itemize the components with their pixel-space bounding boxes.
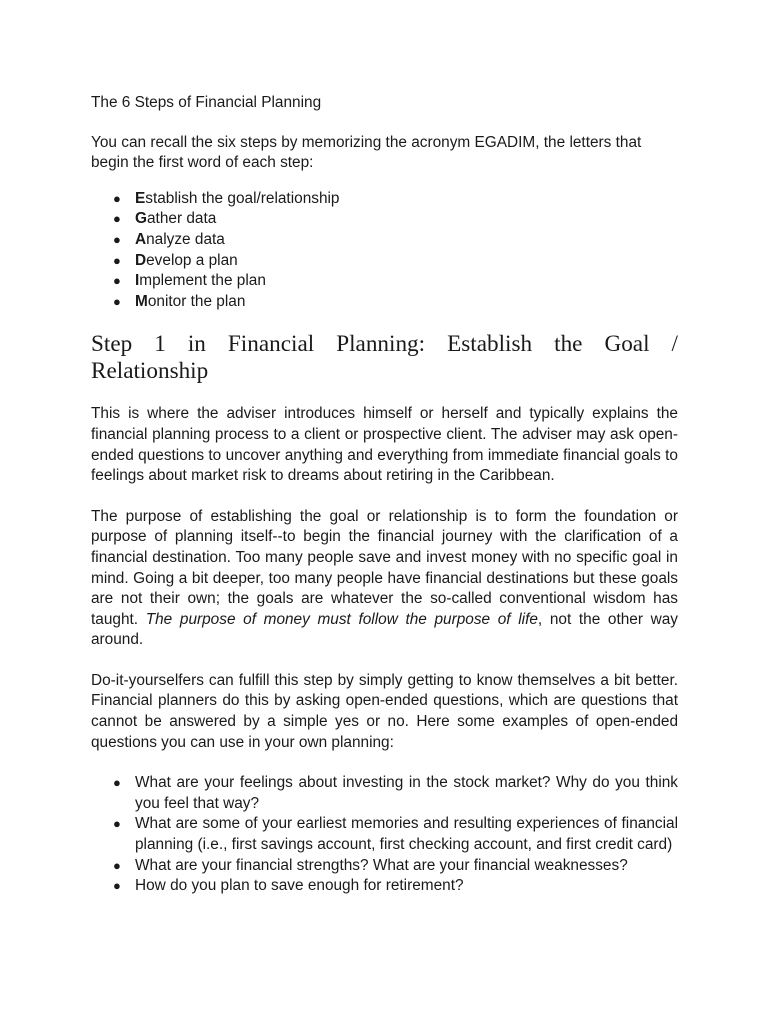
paragraph-purpose-quote: The purpose of money must follow the purpose of life bbox=[145, 610, 538, 628]
list-item bbox=[91, 251, 678, 272]
step-text: onitor the plan bbox=[147, 292, 246, 310]
list-item bbox=[91, 209, 678, 230]
bullet-icon: ● bbox=[113, 857, 121, 873]
bullet-icon: ● bbox=[113, 775, 121, 791]
list-item bbox=[91, 876, 678, 897]
intro-paragraph: You can recall the six steps by memorizing the acronym EGADIM, the letters that begin the first word of each step: bbox=[91, 133, 642, 172]
paragraph-diy: Do-it-yourselfers can fulfill this step by simply getting to know themselves a bit better. Financial planners do this by asking open-ended questions, which are questions that cannot be answered by a simple yes or no. Here some examples of open-ended questions you can use in your own planning: bbox=[91, 671, 678, 751]
bullet-icon: ● bbox=[113, 293, 121, 309]
step-text: nalyze data bbox=[146, 230, 225, 248]
bullet-icon: ● bbox=[113, 252, 121, 268]
list-item bbox=[91, 814, 678, 855]
step-text: mplement the plan bbox=[139, 272, 266, 290]
list-item bbox=[91, 230, 678, 251]
question-list bbox=[91, 773, 678, 897]
acronym-letter: A bbox=[135, 230, 147, 248]
step-text: evelop a plan bbox=[146, 251, 238, 269]
paragraph-purpose-main: The purpose of establishing the goal or relationship is to form the foundation or purpose of planning itself--to begin the financial journey with the clarification of a financial destination. Too many people save and invest money with no specific goal in mind. Going a bit deeper, too many people have financial destinations but these goals are not their own; the goals are whatever the so-called conventional wisdom has taught. bbox=[91, 507, 678, 628]
bullet-icon: ● bbox=[113, 273, 121, 289]
step-text: ather data bbox=[146, 210, 217, 228]
paragraph-purpose bbox=[91, 507, 678, 651]
acronym-letter: I bbox=[135, 272, 140, 290]
list-item bbox=[91, 292, 678, 313]
acronym-letter: E bbox=[135, 189, 146, 207]
question-text: What are your feelings about investing in the stock market? Why do you think you feel that way? bbox=[135, 774, 678, 812]
bullet-icon: ● bbox=[113, 211, 121, 227]
list-item bbox=[91, 773, 678, 814]
bullet-icon: ● bbox=[113, 231, 121, 247]
acronym-list bbox=[91, 189, 678, 313]
question-text: How do you plan to save enough for retirement? bbox=[135, 877, 464, 895]
step-text: stablish the goal/relationship bbox=[145, 189, 340, 207]
acronym-letter: M bbox=[135, 292, 148, 310]
list-item bbox=[91, 271, 678, 292]
document-title: The 6 Steps of Financial Planning bbox=[91, 94, 322, 111]
bullet-icon: ● bbox=[113, 816, 121, 832]
document-page bbox=[91, 93, 678, 897]
acronym-letter: G bbox=[135, 210, 147, 228]
list-item bbox=[91, 856, 678, 877]
bullet-icon: ● bbox=[113, 878, 121, 894]
question-text: What are your financial strengths? What are your financial weaknesses? bbox=[135, 856, 628, 874]
paragraph-adviser-intro: This is where the adviser introduces himself or herself and typically explains the financial planning process to a client or prospective client. The adviser may ask open-ended questions to uncover anything and everything from immediate financial goals to feelings about market risk to dreams about retiring in the Caribbean. bbox=[91, 405, 678, 485]
bullet-icon: ● bbox=[113, 190, 121, 206]
section-heading: Step 1 in Financial Planning: Establish the Goal / Relationship bbox=[91, 331, 678, 385]
acronym-letter: D bbox=[135, 251, 147, 269]
list-item bbox=[91, 189, 678, 210]
question-text: What are some of your earliest memories and resulting experiences of financial planning (i.e., first savings account, first checking account, and first credit card) bbox=[135, 815, 678, 854]
paragraph-purpose-end: , not the other way around. bbox=[91, 610, 678, 649]
